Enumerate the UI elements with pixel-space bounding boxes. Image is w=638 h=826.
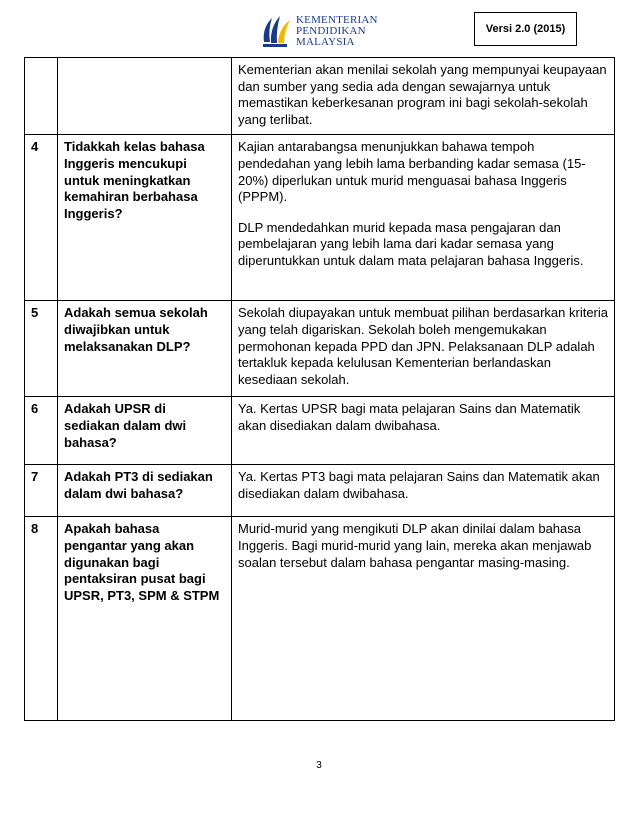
answer-cell (232, 301, 615, 397)
answer-cell (232, 397, 615, 465)
answer-cell (232, 58, 615, 135)
question-cell: Adakah PT3 di sediakan dalam dwi bahasa? (58, 465, 232, 517)
ministry-emblem-icon (258, 12, 294, 50)
question-cell: Adakah semua sekolah diwajibkan untuk melaksanakan DLP? (58, 301, 232, 397)
answer-cell (232, 465, 615, 517)
logo-line-3: MALAYSIA (296, 36, 355, 48)
page-number: 3 (316, 760, 322, 771)
answer-paragraph: Murid-murid yang mengikuti DLP akan dinilai dalam bahasa Inggeris. Bagi murid-murid yang lain, mereka akan menjawab soalan tersebut dalam bahasa pengantar masing-masing. (238, 521, 592, 570)
answer-paragraph: Kementerian akan menilai sekolah yang mempunyai keupayaan dan sumber yang sedia ada dengan sewajarnya untuk memastikan keberkesanan program ini bagi sekolah-sekolah yang terlibat. (238, 62, 607, 127)
faq-table (24, 57, 615, 721)
table-row (25, 301, 615, 397)
row-number: 7 (25, 465, 58, 517)
row-number: 5 (25, 301, 58, 397)
logo-wordmark (296, 15, 378, 48)
answer-paragraph: Ya. Kertas UPSR bagi mata pelajaran Sains dan Matematik akan disediakan dalam dwibahasa. (238, 401, 581, 433)
table-row (25, 58, 615, 135)
table-row (25, 517, 615, 721)
logo-line-2: PENDIDIKAN (296, 25, 366, 37)
answer-cell (232, 135, 615, 301)
row-number: 4 (25, 135, 58, 301)
version-label: Versi 2.0 (2015) (474, 12, 577, 46)
page-header (0, 0, 638, 58)
answer-cell (232, 517, 615, 721)
logo-line-1: KEMENTERIAN (296, 14, 378, 26)
ministry-logo (258, 12, 388, 52)
table-row (25, 135, 615, 301)
table-row (25, 465, 615, 517)
question-cell: Adakah UPSR di sediakan dalam dwi bahasa? (58, 397, 232, 465)
answer-paragraph: Kajian antarabangsa menunjukkan bahawa tempoh pendedahan yang lebih lama berbanding kadar semasa (15-20%) diperlukan untuk murid menguasai bahasa Inggeris (PPPM). (238, 139, 586, 205)
question-cell: Apakah bahasa pengantar yang akan digunakan bagi pentaksiran pusat bagi UPSR, PT3, SPM & STPM (58, 517, 232, 721)
row-number: 8 (25, 517, 58, 721)
answer-paragraph: DLP mendedahkan murid kepada masa pengajaran dan pembelajaran yang lebih lama dari kadar semasa yang diperuntukkan untuk dalam mata pelajaran bahasa Inggeris. (238, 219, 584, 268)
table-row (25, 397, 615, 465)
answer-paragraph: Ya. Kertas PT3 bagi mata pelajaran Sains dan Matematik akan disediakan dalam dwibahasa. (238, 469, 600, 501)
question-cell: Tidakkah kelas bahasa Inggeris mencukupi untuk meningkatkan kemahiran berbahasa Inggeris? (58, 135, 232, 301)
question-cell (58, 58, 232, 135)
answer-paragraph: Sekolah diupayakan untuk membuat pilihan berdasarkan kriteria yang telah digariskan. Sekolah boleh mengemukakan permohonan kepada PPD dan JPN. Pelaksanaan DLP adalah tertakluk kepada kelulusan Kementerian berlandaskan kesediaan sekolah. (238, 305, 608, 387)
row-number: 6 (25, 397, 58, 465)
row-number (25, 58, 58, 135)
